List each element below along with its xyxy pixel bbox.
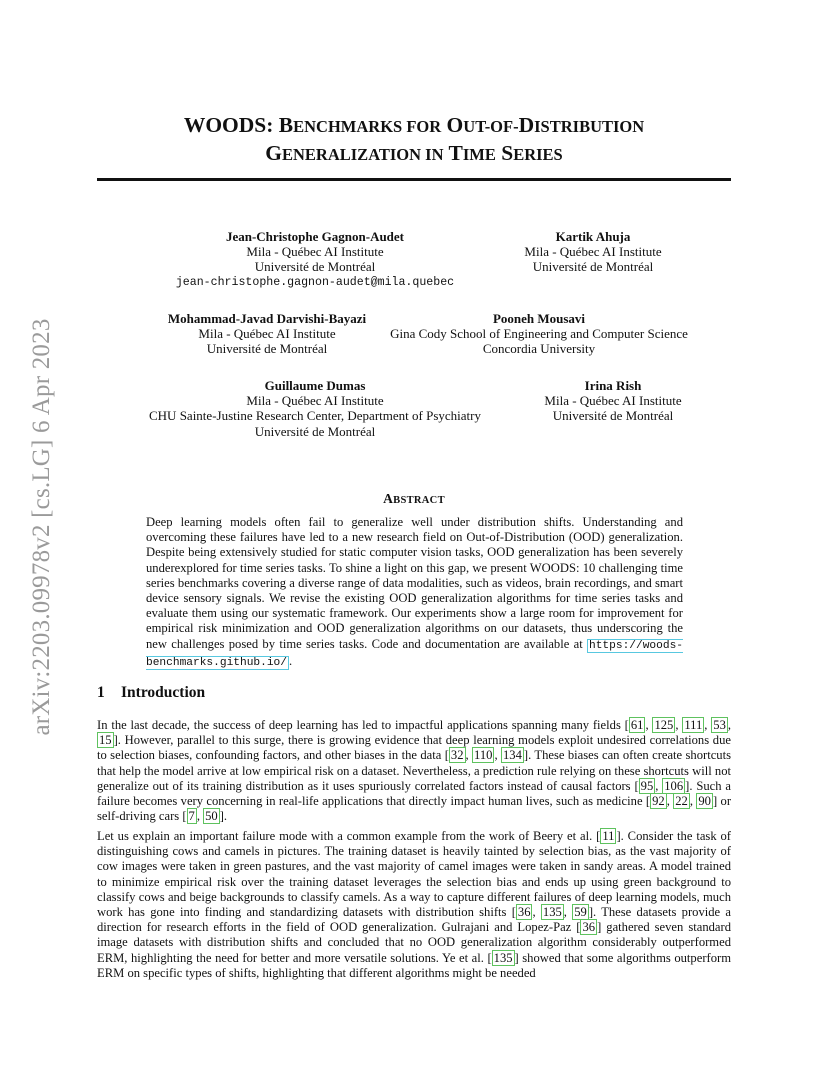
abstract-heading-text: BSTRACT <box>393 495 445 506</box>
title-line-1 <box>97 112 731 140</box>
citation-link[interactable]: 125 <box>654 718 674 732</box>
author-affiliation: Mila - Québec AI Institute <box>544 393 682 409</box>
author-block <box>493 229 693 275</box>
citation-link[interactable]: 95 <box>640 778 654 793</box>
title-text: ENCHMARKS FOR <box>293 117 442 136</box>
author-name: Mohammad-Javad Darvishi-Bayazi <box>167 311 367 326</box>
paragraph-text: ]. These datasets provide a direction for research efforts in the field of OOD generalization. Gulrajani and Lopez-Paz [ <box>97 905 731 935</box>
paragraph-text: ]. Consider the task of distinguishing cows and camels in pictures. The training dataset is heavily tainted by selection bias, as the vast majority of cow images were taken in green pastures, and the vast majority of camel images were taken in sandy areas. A model trained to minimize empirical risk over the training dataset leverages the selection bias and ends up using green background to classify cows and beige backgrounds to classify camels. As a way to capture different failures of deep learning models, much work has gone into finding and standardizing datasets with distribution shifts [ <box>97 829 731 920</box>
author-affiliation: Université de Montréal <box>206 341 328 357</box>
author-affiliation: Mila - Québec AI Institute <box>524 244 662 260</box>
paragraph-text: ] showed that some algorithms outperform ERM on specific types of shifts, highlighting that different algorithms might be needed <box>97 950 731 980</box>
title-text: G <box>265 141 282 165</box>
author-affiliation: Université de Montréal <box>552 408 674 424</box>
paragraph-text: , <box>666 794 674 809</box>
abstract-heading-text: A <box>383 491 394 506</box>
abstract-body <box>146 515 683 671</box>
citation-link[interactable]: 7 <box>188 809 195 824</box>
author-email[interactable]: jean-christophe.gagnon-audet@mila.quebec <box>175 275 455 289</box>
citation-link[interactable]: 92 <box>652 794 665 809</box>
author-affiliation: CHU Sainte-Justine Research Center, Department of Psychiatry <box>149 408 481 424</box>
paper-title <box>97 112 731 168</box>
author-affiliation: Mila - Québec AI Institute <box>246 393 384 409</box>
paragraph-text: , <box>704 718 712 732</box>
title-text: ISTRIBUTION <box>534 117 645 136</box>
paragraph-text: , <box>563 905 573 920</box>
title-text: WOODS: B <box>183 113 294 137</box>
paragraph-text: , <box>465 748 473 763</box>
citation-link[interactable]: 61 <box>630 718 644 732</box>
title-text: UT-OF- <box>463 117 519 136</box>
title-text: S <box>495 141 514 165</box>
author-block <box>150 229 480 290</box>
citation-link[interactable]: 90 <box>698 794 711 809</box>
citation-link[interactable]: 32 <box>450 748 464 763</box>
section-heading <box>97 684 205 702</box>
author-block <box>374 311 704 357</box>
author-affiliation: Université de Montréal <box>532 259 654 275</box>
paragraph-text: ]. Such a failure becomes very concerning in real-life applications that directly impact human lives, such as medicine [ <box>97 778 731 809</box>
author-affiliation: Université de Montréal <box>254 423 376 439</box>
author-name: Guillaume Dumas <box>264 378 366 393</box>
author-affiliation: Mila - Québec AI Institute <box>246 244 384 260</box>
citation-link[interactable]: 59 <box>574 905 587 920</box>
author-affiliation: Mila - Québec AI Institute <box>198 326 336 342</box>
author-block <box>135 378 495 439</box>
intro-paragraph <box>97 829 731 981</box>
author-name: Jean-Christophe Gagnon-Audet <box>225 229 405 244</box>
citation-link[interactable]: 36 <box>582 920 596 935</box>
arxiv-side-stamp <box>22 292 62 762</box>
title-text: ENERALIZATION IN <box>282 145 444 164</box>
title-text: O <box>441 113 464 137</box>
paragraph-text: ]. However, parallel to this surge, there is growing evidence that deep learning models exploit undesired correlations due to selection biases, confounding factors, and other biases in the data [ <box>97 733 731 763</box>
citation-link[interactable]: 36 <box>517 905 531 920</box>
title-text: IME <box>462 145 496 164</box>
citation-link[interactable]: 50 <box>205 809 218 824</box>
project-link[interactable]: https://woods-benchmarks.github.io/ <box>146 639 683 669</box>
citation-link[interactable]: 110 <box>474 748 493 763</box>
title-text: T <box>443 141 463 165</box>
citation-link[interactable]: 53 <box>713 718 726 732</box>
paragraph-text: ] or self-driving cars [ <box>97 794 732 824</box>
title-text: D <box>518 113 535 137</box>
intro-paragraph <box>97 718 731 824</box>
paragraph-text: ] gathered seven standard image datasets with distribution shifts and concluded that no OOD generalization algorithm considerably outperformed ERM, highlighting the need for better and more versatile solutions. Ye et al. [ <box>97 920 731 965</box>
citation-link[interactable]: 106 <box>664 778 684 793</box>
citation-link[interactable]: 15 <box>99 733 112 748</box>
citation-link[interactable]: 134 <box>503 748 522 763</box>
title-line-2 <box>97 140 731 168</box>
paragraph-text: , <box>494 748 501 763</box>
paragraph-text: , <box>689 794 697 809</box>
author-name: Irina Rish <box>584 378 642 393</box>
author-affiliation: Concordia University <box>482 341 596 357</box>
citation-link[interactable]: 11 <box>602 829 615 843</box>
paragraph-text: , <box>675 718 683 732</box>
paragraph-text: ]. <box>219 809 228 824</box>
citation-link[interactable]: 135 <box>542 905 562 920</box>
abstract-text: Deep learning models often fail to generalize well under distribution shifts. Understanding and overcoming these failures have led to a new research field on Out-of-Distribution (OOD) generalization. Despite being extensively studied for static computer vision tasks, OOD generalization has been severely underexplored for time series tasks. To shine a light on this gap, we present WOODS: 10 challenging time series benchmarks covering a diverse range of data modalities, such as videos, brain recordings, and smart device sensory signals. We revise the existing OOD generalization algorithms for time series tasks and evaluate them using our systematic framework. Our experiments show a large room for improvement for empirical risk minimization and OOD generalization algorithms on our datasets, thus underscoring the new challenges posed by time series tasks. Code and documentation are available at <box>146 515 683 651</box>
section-number: 1 <box>97 684 105 701</box>
arxiv-identifier: arXiv:2203.09978v2 [cs.LG] 6 Apr 2023 <box>28 318 55 736</box>
author-affiliation: Université de Montréal <box>254 259 376 275</box>
paragraph-text: , <box>196 809 204 824</box>
section-title: Introduction <box>121 684 206 701</box>
abstract-heading <box>0 491 828 507</box>
paragraph-text: , <box>532 905 541 920</box>
author-name: Pooneh Mousavi <box>492 311 586 326</box>
paragraph-text: , <box>727 718 732 732</box>
abstract-text: . <box>289 653 293 668</box>
title-text: ERIES <box>513 145 563 164</box>
paragraph-text: , <box>645 718 653 732</box>
citation-link[interactable]: 22 <box>675 794 688 809</box>
author-block <box>117 311 417 357</box>
citation-link[interactable]: 135 <box>493 950 513 965</box>
author-block <box>523 378 703 424</box>
paragraph-text: ]. These biases can often create shortcuts that help the model arrive at low empirical risk on a dataset. Nevertheless, a prediction rule relying on these shortcuts will not generalize out of its training distribution as it uses spuriously correlated factors instead of causal factors [ <box>97 748 732 793</box>
title-rule <box>97 178 731 181</box>
paragraph-text: , <box>655 778 663 793</box>
author-affiliation: Gina Cody School of Engineering and Computer Science <box>390 326 688 342</box>
paragraph-text: In the last decade, the success of deep learning has led to impactful applications spanning many fields [ <box>97 718 629 732</box>
citation-link[interactable]: 111 <box>684 718 703 732</box>
author-name: Kartik Ahuja <box>555 229 631 244</box>
paragraph-text: Let us explain an important failure mode with a common example from the work of Beery et al. [ <box>97 829 601 843</box>
